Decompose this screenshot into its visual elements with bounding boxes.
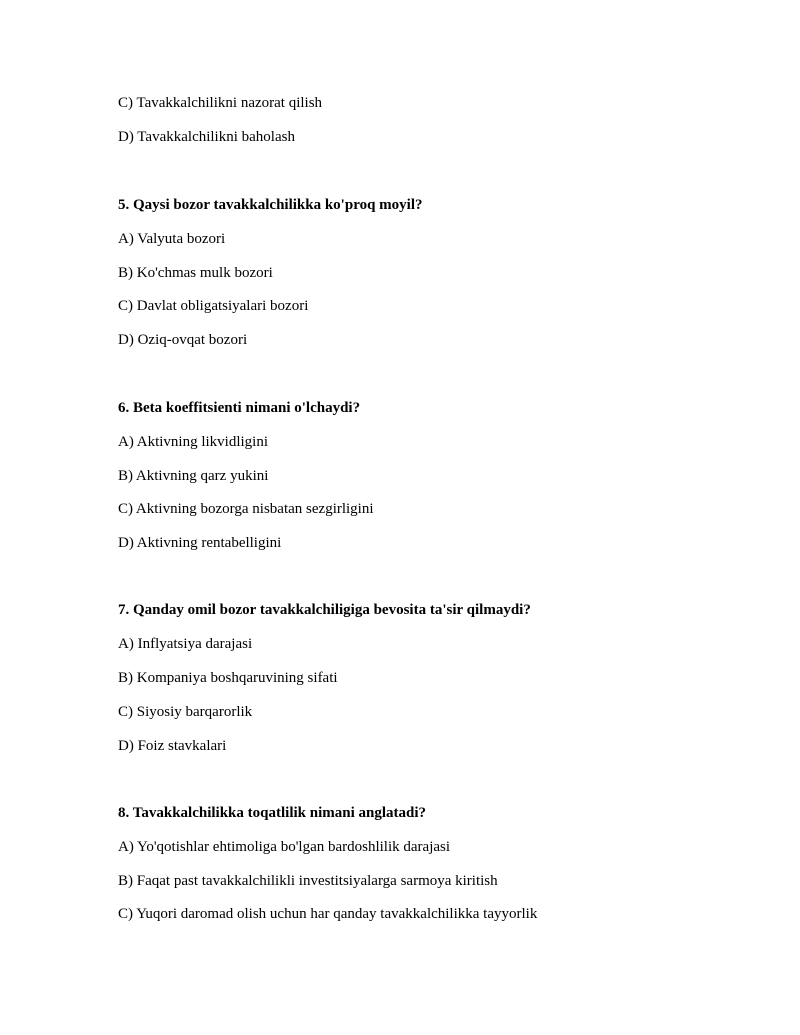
question-title: 6. Beta koeffitsienti nimani o'lchaydi?	[118, 400, 361, 416]
option-text: A) Aktivning likvidligini	[118, 434, 269, 450]
option-text: D) Tavakkalchilikni baholash	[118, 129, 295, 145]
question-title: 8. Tavakkalchilikka toqatlilik nimani anglatadi?	[118, 805, 427, 821]
option-text: B) Faqat past tavakkalchilikli investitsiyalarga sarmoya kiritish	[118, 873, 498, 889]
option-text: D) Foiz stavkalari	[118, 738, 227, 754]
option-text: C) Siyosiy barqarorlik	[118, 704, 253, 720]
option-text: B) Ko'chmas mulk bozori	[118, 265, 273, 281]
question-title: 7. Qanday omil bozor tavakkalchiligiga bevosita ta'sir qilmaydi?	[118, 602, 531, 618]
option-text: A) Yo'qotishlar ehtimoliga bo'lgan bardoshlilik darajasi	[118, 839, 451, 855]
option-text: C) Aktivning bozorga nisbatan sezgirligini	[118, 501, 374, 517]
option-text: D) Aktivning rentabelligini	[118, 535, 282, 551]
option-text: C) Davlat obligatsiyalari bozori	[118, 298, 309, 314]
option-text: C) Yuqori daromad olish uchun har qanday tavakkalchilikka tayyorlik	[118, 906, 538, 922]
option-text: A) Valyuta bozori	[118, 231, 226, 247]
option-text: A) Inflyatsiya darajasi	[118, 636, 253, 652]
option-text: B) Aktivning qarz yukini	[118, 468, 269, 484]
option-text: D) Oziq-ovqat bozori	[118, 332, 248, 348]
option-text: C) Tavakkalchilikni nazorat qilish	[118, 95, 323, 111]
option-text: B) Kompaniya boshqaruvining sifati	[118, 670, 338, 686]
question-title: 5. Qaysi bozor tavakkalchilikka ko'proq moyil?	[118, 197, 423, 213]
